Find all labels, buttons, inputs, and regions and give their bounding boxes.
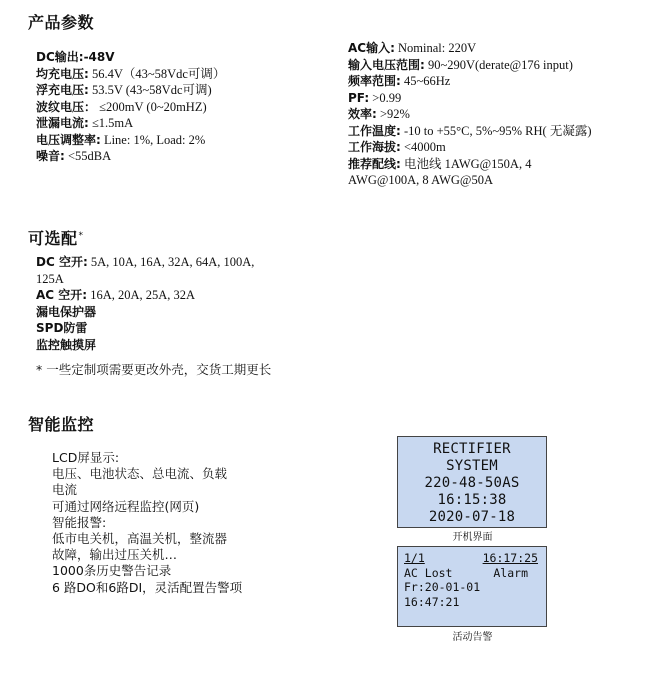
lcd-alarm-time: 16:17:25 [482,551,538,565]
param-equalize-voltage [36,66,225,83]
param-frequency-range [348,73,592,90]
param-label: 电压调整率: [36,132,101,147]
option-label: 漏电保护器 [36,304,97,319]
param-label: AC输入: [348,41,395,55]
param-recommended-wiring [348,156,592,173]
lcd-alarm-screen [397,546,547,627]
param-pf [348,90,592,107]
monitoring-line: 电流 [52,482,78,498]
option-leakage-protector [36,304,254,321]
monitoring-line: 故障，输出过压关机… [52,547,178,563]
monitoring-line: LCD屏显示: [52,450,120,465]
monitoring-description [52,450,302,596]
section-title-options [28,226,84,249]
option-ac-breaker [36,287,254,304]
option-touch-screen [36,337,254,354]
lcd-alarm-caption: 活动告警 [452,632,493,643]
option-dc-breaker [36,254,254,271]
param-label: 工作海拔: [348,140,401,154]
param-value: -10 to +55°C, 5%~95% RH( 无凝露) [400,123,592,138]
param-value: ≤1.5mA [88,116,134,130]
param-label: PF: [348,90,370,105]
param-label: 输入电压范围: [348,57,425,72]
lcd-alarm-date: Fr:20-01-01 [404,580,481,594]
options-list [36,254,254,353]
param-label: 泄漏电流: [36,116,89,130]
param-dc-output [36,49,225,66]
lcd-boot-caption: 开机界面 [452,532,493,543]
options-note: * 一些定制项需要更改外壳，交货工期更长 [36,362,272,377]
param-value: >0.99 [369,90,402,105]
section-title-product-params: 产品参数 [28,13,95,32]
options-heading-text: 可选配 [28,229,78,248]
param-input-voltage-range [348,57,592,74]
option-label: DC 空开: [36,255,88,269]
option-value: 16A, 20A, 25A, 32A [87,288,196,302]
param-label: DC输出: [36,50,84,64]
param-operating-altitude [348,139,592,156]
lcd-line: SYSTEM [446,458,498,474]
param-recommended-wiring-cont [348,172,592,189]
param-value: -48V [83,50,115,64]
lcd-alarm-header [398,551,546,566]
param-value: 53.5V (43~58Vdc可调) [88,83,212,97]
param-value: AWG@100A, 8 AWG@50A [348,173,493,187]
lcd-line: 16:15:38 [437,492,507,508]
param-operating-temperature [348,123,592,140]
lcd-alarm-event: AC Lost [404,565,453,580]
option-spd [36,320,254,337]
param-label: 推荐配线: [348,156,401,171]
monitoring-line: 电压、电池状态、总电流、负载 [52,466,228,482]
monitoring-line: 6 路DO和6路DI，灵活配置告警项 [52,579,243,595]
product-params-right-column [348,40,592,189]
product-params-left-column [36,49,225,165]
param-float-voltage [36,82,225,99]
param-value: 90~290V(derate@176 input) [424,57,573,72]
param-ripple-voltage [36,99,225,116]
lcd-alarm-page: 1/1 [404,551,425,565]
monitoring-line: 1000条历史警告记录 [52,563,172,579]
param-label: 工作温度: [348,123,401,138]
monitoring-line: 智能报警: [52,514,107,530]
lcd-alarm-type: Alarm [493,565,528,580]
param-value: <4000m [400,140,446,154]
param-label: 波纹电压： [36,99,97,114]
monitoring-line: 可通过网络远程监控(网页) [52,498,200,514]
param-label: 频率范围: [348,74,401,88]
lcd-line: 2020-07-18 [428,509,516,525]
monitoring-line: 低市电关机，高温关机，整流器 [52,531,228,547]
option-value: 125A [36,271,64,286]
param-value: >92% [376,107,410,121]
param-value: 56.4V（43~58Vdc可调） [88,66,226,81]
param-label: 噪音: [36,149,65,163]
section-title-monitoring: 智能监控 [28,415,95,434]
option-dc-breaker-cont [36,271,254,288]
param-value: ≤200mV (0~20mHZ) [96,99,207,114]
param-value: 电池线 1AWG@150A, 4 [400,156,532,171]
lcd-boot-screen [397,436,547,528]
param-value: Nominal: 220V [394,41,477,55]
param-noise [36,148,225,165]
param-leakage-current [36,115,225,132]
lcd-line: 220-48-50AS [424,475,520,491]
param-value: Line: 1%, Load: 2% [100,132,206,147]
option-label: SPD防雷 [36,321,88,335]
param-voltage-regulation [36,132,225,149]
param-label: 均充电压: [36,66,89,81]
lcd-line: RECTIFIER [433,441,511,457]
option-label: AC 空开: [36,288,88,302]
lcd-alarm-event-time: 16:47:21 [404,594,460,609]
param-value: 45~66Hz [400,74,451,88]
lcd-alarm-event-row [398,566,546,581]
param-efficiency [348,106,592,123]
param-value: <55dBA [64,149,112,163]
param-label: 浮充电压: [36,83,89,97]
option-value: 5A, 10A, 16A, 32A, 64A, 100A, [87,255,255,269]
param-ac-input [348,40,592,57]
param-label: 效率: [348,107,377,121]
option-label: 监控触摸屏 [36,337,97,352]
options-heading-mark: * [78,230,84,241]
